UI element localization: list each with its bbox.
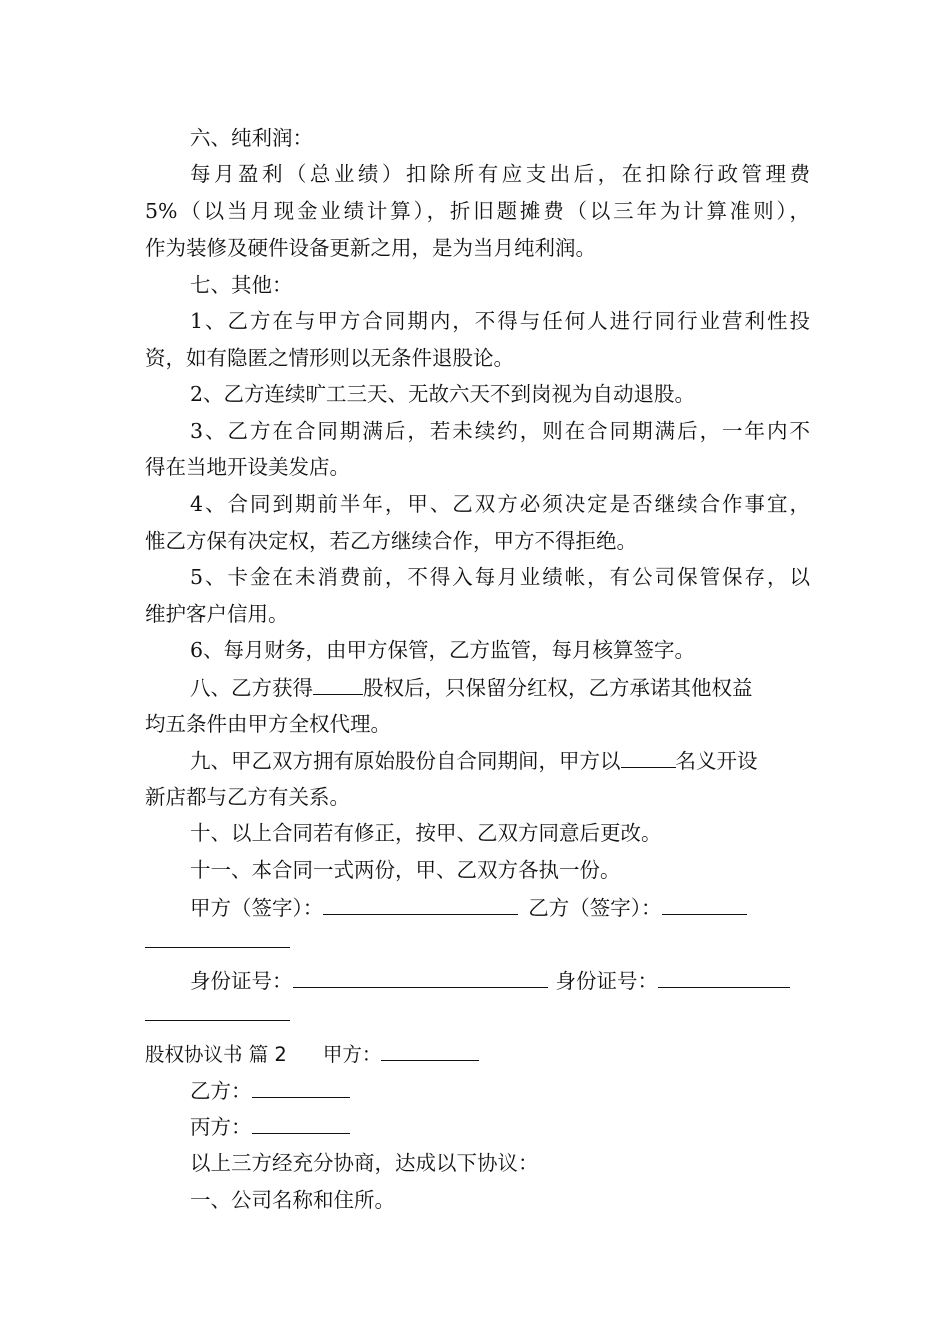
- party-a-sign-field[interactable]: [323, 892, 518, 915]
- party-b-id-field-continued[interactable]: [145, 1020, 290, 1021]
- part-2-party-c-line: [190, 1111, 810, 1142]
- section-6-line-2: 5%（以当月现金业绩计算），折旧题摊费（以三年为计算准则），: [145, 199, 810, 223]
- party-b-sign-field[interactable]: [662, 892, 747, 915]
- part-2-intro: 以上三方经充分协商，达成以下协议：: [190, 1151, 539, 1175]
- section-10-line: 十、以上合同若有修正，按甲、乙双方同意后更改。: [190, 821, 662, 845]
- part-2-party-c-field[interactable]: [252, 1111, 350, 1134]
- section-8-line-2: 均五条件由甲方全权代理。: [145, 712, 391, 736]
- item-5-line-1: 5、卡金在未消费前，不得入每月业绩帐，有公司保管保存，以: [190, 565, 810, 589]
- party-a-sign-label: 甲方（签字）：: [190, 896, 324, 920]
- section-8-text-b: 股权后，只保留分红权，乙方承诺其他权益: [363, 676, 753, 700]
- item-1-line-2: 资，如有隐匿之情形则以无条件退股论。: [145, 346, 514, 370]
- section-9-text-a: 九、甲乙双方拥有原始股份自合同期间，甲方以: [190, 749, 621, 773]
- signature-line: [190, 892, 810, 923]
- part-2-party-c-label: 丙方：: [190, 1115, 252, 1139]
- section-6-title: 六、纯利润：: [190, 126, 313, 150]
- item-5-line-2: 维护客户信用。: [145, 602, 289, 626]
- part-2-party-a-label: 甲方：: [322, 1043, 382, 1066]
- party-b-id-label: 身份证号：: [555, 969, 658, 993]
- share-blank-field[interactable]: [313, 672, 363, 695]
- part-2-party-b-field[interactable]: [252, 1075, 350, 1098]
- part-2-party-b-line: [190, 1075, 810, 1106]
- section-6-line-1: 每月盈利（总业绩）扣除所有应支出后，在扣除行政管理费: [190, 162, 810, 186]
- party-a-id-label: 身份证号：: [190, 969, 293, 993]
- name-blank-field[interactable]: [621, 745, 676, 768]
- section-9-line-2: 新店都与乙方有关系。: [145, 785, 350, 809]
- part-2-section-1: 一、公司名称和住所。: [190, 1188, 395, 1212]
- item-4-line-2: 惟乙方保有决定权，若乙方继续合作，甲方不得拒绝。: [145, 529, 637, 553]
- item-2-line-1: 2、乙方连续旷工三天、无故六天不到岗视为自动退股。: [190, 382, 696, 406]
- part-2-party-b-label: 乙方：: [190, 1079, 252, 1103]
- party-b-sign-field-continued[interactable]: [145, 947, 290, 948]
- part-2-title: 股权协议书 篇 2: [145, 1043, 287, 1066]
- party-b-id-field[interactable]: [658, 965, 790, 988]
- item-1-line-1: 1、乙方在与甲方合同期内，不得与任何人进行同行业营利性投: [190, 309, 810, 333]
- part-2-party-a-field[interactable]: [381, 1038, 479, 1061]
- section-7-title: 七、其他：: [190, 273, 293, 297]
- part-2-heading-line: [145, 1038, 810, 1070]
- section-8-text-a: 八、乙方获得: [190, 676, 313, 700]
- section-8-line-1: [190, 672, 810, 703]
- item-3-line-1: 3、乙方在合同期满后，若未续约，则在合同期满后，一年内不: [190, 419, 810, 443]
- section-6-line-3: 作为装修及硬件设备更新之用，是为当月纯利润。: [145, 236, 596, 260]
- item-4-line-1: 4、合同到期前半年，甲、乙双方必须决定是否继续合作事宜，: [190, 492, 810, 516]
- party-a-id-field[interactable]: [293, 965, 548, 988]
- section-9-line-1: [190, 745, 810, 776]
- item-3-line-2: 得在当地开设美发店。: [145, 455, 350, 479]
- section-11-line: 十一、本合同一式两份，甲、乙双方各执一份。: [190, 858, 621, 882]
- party-b-sign-label: 乙方（签字）：: [528, 896, 662, 920]
- section-9-text-b: 名义开设: [675, 749, 758, 773]
- item-6-line-1: 6、每月财务，由甲方保管，乙方监管，每月核算签字。: [190, 638, 696, 662]
- id-number-line: [190, 965, 810, 996]
